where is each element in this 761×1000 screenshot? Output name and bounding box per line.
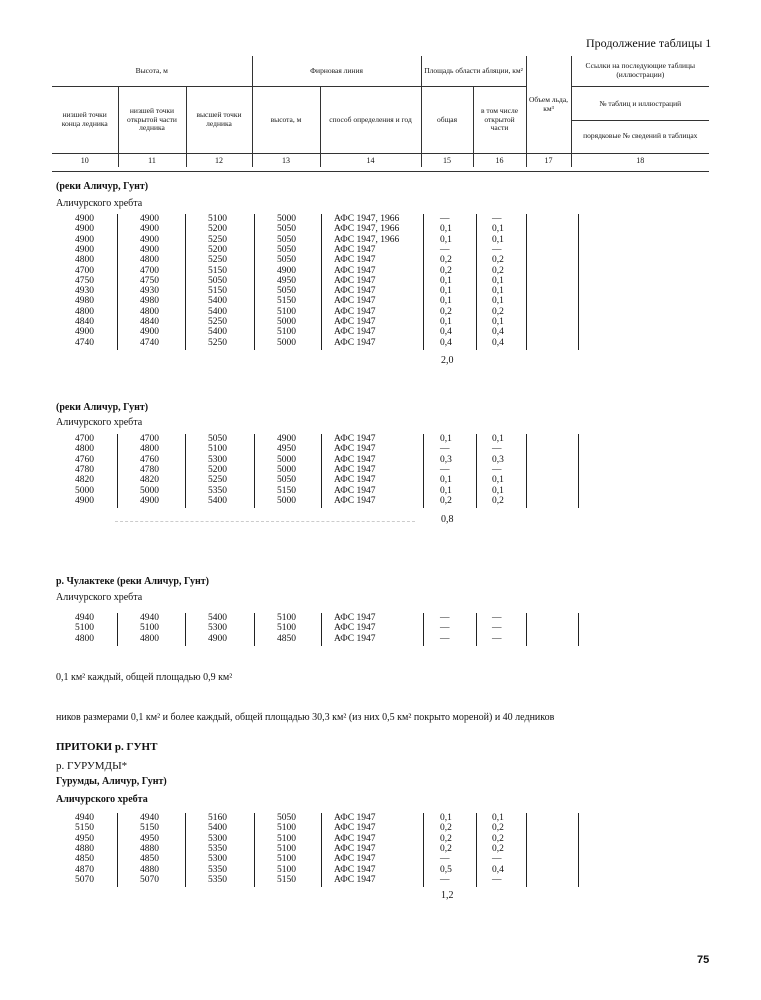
section-1-block [0,214,761,350]
table-row [0,235,761,245]
cell-highest: 5400 [208,613,227,623]
cell-lowest-end: 4820 [75,475,94,486]
table-row [0,486,761,496]
cell-lowest-open: 4900 [140,214,159,224]
cell-firn-height: 5100 [277,327,296,338]
header-col-10: низшей точки конца ледника [52,87,118,154]
cell-highest: 5250 [208,317,227,327]
cell-area-total: 0,2 [440,843,452,854]
header-col-15: общая [421,87,473,154]
cell-area-open: 0,2 [492,823,504,834]
table-row [0,813,761,823]
cell-firn-height: 5100 [277,864,296,875]
cell-firn-height: 5100 [277,823,296,834]
col-number-16: 16 [473,154,526,168]
cell-highest: 5200 [208,244,227,255]
scan-artifact-line [115,521,415,522]
cell-lowest-end: 4980 [75,296,94,307]
cell-firn-height: 5050 [277,255,296,266]
cell-area-open: 0,1 [492,224,504,235]
header-refs-group: Ссылки на последующие таблицы (иллюстрации) [571,56,709,87]
cell-firn-height: 4850 [277,633,296,644]
cell-lowest-open: 4900 [140,234,159,245]
cell-area-open: 0,3 [492,454,504,465]
table-row [0,844,761,854]
section-4-total: 1,2 [441,890,454,901]
cell-lowest-open: 4800 [140,255,159,266]
cell-firn-height: 5100 [277,854,296,865]
cell-lowest-open: 4800 [140,306,159,317]
cell-area-total: 0,2 [440,265,452,276]
cell-method: АФС 1947 [334,495,376,506]
table-row [0,214,761,224]
cell-lowest-open: 4900 [140,495,159,506]
cell-area-total: — [440,633,450,644]
cell-area-total: 0,1 [440,434,452,444]
cell-lowest-open: 4700 [140,434,159,444]
table-row [0,875,761,885]
cell-lowest-end: 4870 [75,864,94,875]
cell-lowest-open: 5150 [140,823,159,834]
cell-method: АФС 1947 [334,286,376,297]
col-number-10: 10 [52,154,118,168]
cell-method: АФС 1947 [334,633,376,644]
cell-firn-height: 5150 [277,485,296,496]
cell-highest: 5350 [208,874,227,885]
cell-method: АФС 1947 [334,464,376,475]
cell-method: АФС 1947 [334,454,376,465]
cell-area-open: 0,4 [492,864,504,875]
table-row [0,634,761,644]
table-row [0,465,761,475]
cell-lowest-end: 4900 [75,495,94,506]
header-height-group: Высота, м [52,56,252,87]
cell-method: АФС 1947, 1966 [334,234,400,245]
cell-lowest-end: 4900 [75,214,94,224]
cell-lowest-end: 4900 [75,234,94,245]
table-header [52,56,709,167]
cell-lowest-open: 4850 [140,854,159,865]
cell-firn-height: 5000 [277,495,296,506]
cell-area-open: 0,1 [492,434,504,444]
cell-firn-height: 5000 [277,337,296,348]
cell-lowest-open: 4900 [140,327,159,338]
cell-highest: 5250 [208,337,227,348]
cell-area-open: 0,2 [492,265,504,276]
section-4-ridge: Аличурского хребта [56,794,148,805]
cell-firn-height: 5050 [277,286,296,297]
header-bottom-rule [52,171,709,172]
table-row [0,444,761,454]
cell-lowest-end: 4850 [75,854,94,865]
cell-highest: 5200 [208,464,227,475]
cell-area-total: — [440,464,450,475]
cell-highest: 5350 [208,485,227,496]
cell-firn-height: 5050 [277,224,296,235]
cell-highest: 5250 [208,234,227,245]
cell-area-open: 0,2 [492,833,504,844]
cell-area-open: 0,1 [492,296,504,307]
cell-method: АФС 1947, 1966 [334,224,400,235]
cell-lowest-open: 4930 [140,286,159,297]
cell-lowest-end: 4700 [75,434,94,444]
cell-highest: 5400 [208,823,227,834]
cell-method: АФС 1947 [334,623,376,634]
cell-firn-height: 5050 [277,244,296,255]
section-4-block [0,813,761,887]
header-col-13: высота, м [252,87,320,154]
cell-lowest-open: 4900 [140,244,159,255]
cell-lowest-end: 4750 [75,275,94,286]
river-gurumdy: р. ГУРУМДЫ* [56,760,128,772]
table-row [0,266,761,276]
table-row [0,613,761,623]
cell-lowest-open: 5070 [140,874,159,885]
cell-area-total: — [440,854,450,865]
cell-area-total: 0,1 [440,813,452,823]
cell-lowest-end: 4760 [75,454,94,465]
section-1-ridge: Аличурского хребта [56,198,143,209]
cell-lowest-open: 4760 [140,454,159,465]
col-number-13: 13 [252,154,320,168]
cell-method: АФС 1947 [334,444,376,455]
section-3-ridge: Аличурского хребта [56,592,143,603]
cell-method: АФС 1947 [334,823,376,834]
cell-area-open: 0,2 [492,306,504,317]
cell-area-total: 0,2 [440,833,452,844]
cell-area-total: 0,1 [440,286,452,297]
cell-lowest-end: 4740 [75,337,94,348]
cell-lowest-end: 4950 [75,833,94,844]
header-area-group: Площадь области абляции, км² [421,56,526,87]
cell-area-total: 0,3 [440,454,452,465]
cell-highest: 5250 [208,475,227,486]
cell-area-open: — [492,613,502,623]
cell-area-total: — [440,244,450,255]
table-row [0,823,761,833]
section-4-river: Гурумды, Аличур, Гунт) [56,776,167,787]
page-number: 75 [697,954,710,966]
cell-highest: 5150 [208,265,227,276]
cell-lowest-open: 4780 [140,464,159,475]
table-row [0,496,761,506]
col-number-14: 14 [320,154,421,168]
header-col-18a: № таблиц и иллюстраций [572,88,710,121]
table-row [0,296,761,306]
cell-firn-height: 4900 [277,265,296,276]
cell-firn-height: 5050 [277,234,296,245]
col-number-18: 18 [571,154,709,168]
cell-area-total: — [440,214,450,224]
cell-lowest-open: 5100 [140,623,159,634]
cell-highest: 5400 [208,327,227,338]
cell-method: АФС 1947 [334,485,376,496]
cell-lowest-open: 4700 [140,265,159,276]
cell-area-total: 0,1 [440,275,452,286]
table-row [0,276,761,286]
section-3-river: р. Чулактеке (реки Аличур, Гунт) [56,576,209,587]
cell-method: АФС 1947 [334,613,376,623]
table-row [0,623,761,633]
cell-method: АФС 1947 [334,864,376,875]
cell-area-total: 0,5 [440,864,452,875]
cell-firn-height: 5150 [277,296,296,307]
cell-lowest-open: 4940 [140,613,159,623]
cell-area-open: — [492,444,502,455]
cell-firn-height: 4950 [277,275,296,286]
header-firn-group: Фирновая линия [252,56,421,87]
cell-firn-height: 5150 [277,874,296,885]
cell-lowest-end: 4940 [75,613,94,623]
cell-lowest-end: 4880 [75,843,94,854]
table-row [0,338,761,348]
col-number-12: 12 [186,154,252,168]
cell-method: АФС 1947 [334,854,376,865]
cell-lowest-open: 4740 [140,337,159,348]
section-2-block [0,434,761,508]
table-row [0,307,761,317]
cell-highest: 5300 [208,854,227,865]
cell-highest: 5100 [208,214,227,224]
cell-area-open: 0,1 [492,475,504,486]
cell-area-total: 0,1 [440,224,452,235]
cell-method: АФС 1947 [334,833,376,844]
cell-area-open: 0,1 [492,286,504,297]
cell-lowest-end: 4800 [75,306,94,317]
cell-lowest-end: 4800 [75,633,94,644]
table-row [0,317,761,327]
section-2-river: (реки Аличур, Гунт) [56,402,149,413]
cell-area-open: 0,1 [492,317,504,327]
cell-area-total: 0,2 [440,255,452,266]
header-volume: Объем льда, км³ [526,56,571,154]
cell-firn-height: 5000 [277,317,296,327]
cell-lowest-open: 4980 [140,296,159,307]
cell-firn-height: 5100 [277,843,296,854]
cell-area-total: 0,1 [440,296,452,307]
cell-highest: 5050 [208,434,227,444]
table-row [0,327,761,337]
cell-lowest-end: 5070 [75,874,94,885]
table-row [0,865,761,875]
cell-method: АФС 1947 [334,317,376,327]
cell-method: АФС 1947 [334,265,376,276]
cell-area-open: — [492,244,502,255]
cell-area-total: — [440,874,450,885]
cell-highest: 5350 [208,843,227,854]
cell-firn-height: 4900 [277,434,296,444]
cell-lowest-end: 4900 [75,244,94,255]
cell-method: АФС 1947 [334,296,376,307]
cell-lowest-open: 4900 [140,224,159,235]
cell-lowest-open: 5000 [140,485,159,496]
cell-area-open: 0,4 [492,337,504,348]
cell-method: АФС 1947 [334,244,376,255]
table-row [0,854,761,864]
cell-area-total: 0,2 [440,306,452,317]
cell-area-total: 0,4 [440,337,452,348]
cell-area-open: 0,1 [492,813,504,823]
cell-area-total: 0,2 [440,823,452,834]
cell-highest: 5400 [208,495,227,506]
cell-lowest-open: 4800 [140,633,159,644]
cell-area-open: — [492,623,502,634]
cell-lowest-open: 4800 [140,444,159,455]
cell-firn-height: 5050 [277,475,296,486]
cell-firn-height: 4950 [277,444,296,455]
cell-area-open: 0,2 [492,495,504,506]
cell-method: АФС 1947 [334,874,376,885]
cell-lowest-open: 4950 [140,833,159,844]
cell-highest: 5350 [208,864,227,875]
cell-firn-height: 5100 [277,613,296,623]
cell-area-total: 0,1 [440,485,452,496]
cell-highest: 5150 [208,286,227,297]
cell-area-open: — [492,464,502,475]
cell-lowest-end: 4900 [75,327,94,338]
cell-lowest-open: 4880 [140,843,159,854]
cell-lowest-end: 4900 [75,224,94,235]
cell-lowest-end: 4780 [75,464,94,475]
cell-area-total: 0,1 [440,475,452,486]
cell-firn-height: 5100 [277,833,296,844]
table-row [0,255,761,265]
cell-area-total: 0,1 [440,234,452,245]
cell-highest: 5050 [208,275,227,286]
header-col-18 [571,87,709,154]
cell-method: АФС 1947 [334,813,376,823]
cell-area-open: 0,1 [492,485,504,496]
table-row [0,224,761,234]
cell-area-total: 0,2 [440,495,452,506]
cell-highest: 5300 [208,454,227,465]
cell-firn-height: 5000 [277,214,296,224]
cell-lowest-open: 4750 [140,275,159,286]
cell-lowest-open: 4820 [140,475,159,486]
cell-area-open: — [492,854,502,865]
cell-firn-height: 5100 [277,623,296,634]
header-col-18b: порядковые № сведений в таблицах [583,131,698,141]
cell-area-total: — [440,444,450,455]
cell-firn-height: 5100 [277,306,296,317]
cell-area-total: 0,4 [440,327,452,338]
cell-highest: 5400 [208,306,227,317]
cell-area-open: — [492,214,502,224]
cell-lowest-end: 4700 [75,265,94,276]
cell-method: АФС 1947 [334,275,376,286]
table-row [0,245,761,255]
cell-lowest-open: 4940 [140,813,159,823]
cell-lowest-end: 4940 [75,813,94,823]
cell-highest: 5160 [208,813,227,823]
cell-method: АФС 1947 [334,327,376,338]
section-2-ridge: Аличурского хребта [56,417,143,428]
cell-firn-height: 5000 [277,454,296,465]
cell-area-total: — [440,623,450,634]
col-number-15: 15 [421,154,473,168]
note-area-each: 0,1 км² каждый, общей площадью 0,9 км² [56,672,233,683]
table-row [0,834,761,844]
cell-lowest-end: 5100 [75,623,94,634]
header-col-16: в том числе открытой части [473,87,526,154]
cell-method: АФС 1947 [334,337,376,348]
table-row [0,455,761,465]
section-2-total: 0,8 [441,514,454,525]
cell-method: АФС 1947 [334,475,376,486]
cell-area-open: 0,4 [492,327,504,338]
cell-area-open: 0,2 [492,255,504,266]
cell-method: АФС 1947 [334,255,376,266]
cell-lowest-open: 4840 [140,317,159,327]
cell-highest: 5250 [208,255,227,266]
section-1-total: 2,0 [441,355,454,366]
table-row [0,434,761,444]
header-col-12: высшей точки ледника [186,87,252,154]
cell-highest: 5300 [208,833,227,844]
section-1-river: (реки Аличур, Гунт) [56,181,149,192]
cell-highest: 5200 [208,224,227,235]
cell-highest: 5300 [208,623,227,634]
cell-lowest-end: 5150 [75,823,94,834]
cell-area-total: 0,1 [440,317,452,327]
cell-area-open: — [492,874,502,885]
cell-method: АФС 1947, 1966 [334,214,400,224]
cell-lowest-end: 4800 [75,255,94,266]
cell-lowest-end: 4930 [75,286,94,297]
table-row [0,475,761,485]
cell-method: АФС 1947 [334,306,376,317]
cell-method: АФС 1947 [334,434,376,444]
continuation-label: Продолжение таблицы 1 [586,36,712,50]
cell-lowest-end: 4840 [75,317,94,327]
cell-highest: 5400 [208,296,227,307]
cell-area-open: 0,1 [492,234,504,245]
header-col-14: способ определения и год [320,87,421,154]
tributaries-heading: ПРИТОКИ р. ГУНТ [56,741,158,753]
cell-area-total: — [440,613,450,623]
col-number-17: 17 [526,154,571,168]
cell-firn-height: 5000 [277,464,296,475]
cell-lowest-open: 4880 [140,864,159,875]
section-3-block [0,613,761,646]
header-col-11: низшей точки открытой части ледника [118,87,186,154]
cell-area-open: — [492,633,502,644]
cell-lowest-end: 5000 [75,485,94,496]
cell-area-open: 0,2 [492,843,504,854]
note-glaciers-total: ников размерами 0,1 км² и более каждый, общей площадью 30,3 км² (из них 0,5 км² покрыто мореной) и 40 ледников [56,712,555,723]
table-row [0,286,761,296]
cell-area-open: 0,1 [492,275,504,286]
cell-highest: 5100 [208,444,227,455]
cell-method: АФС 1947 [334,843,376,854]
cell-firn-height: 5050 [277,813,296,823]
col-number-11: 11 [118,154,186,168]
cell-lowest-end: 4800 [75,444,94,455]
cell-highest: 4900 [208,633,227,644]
